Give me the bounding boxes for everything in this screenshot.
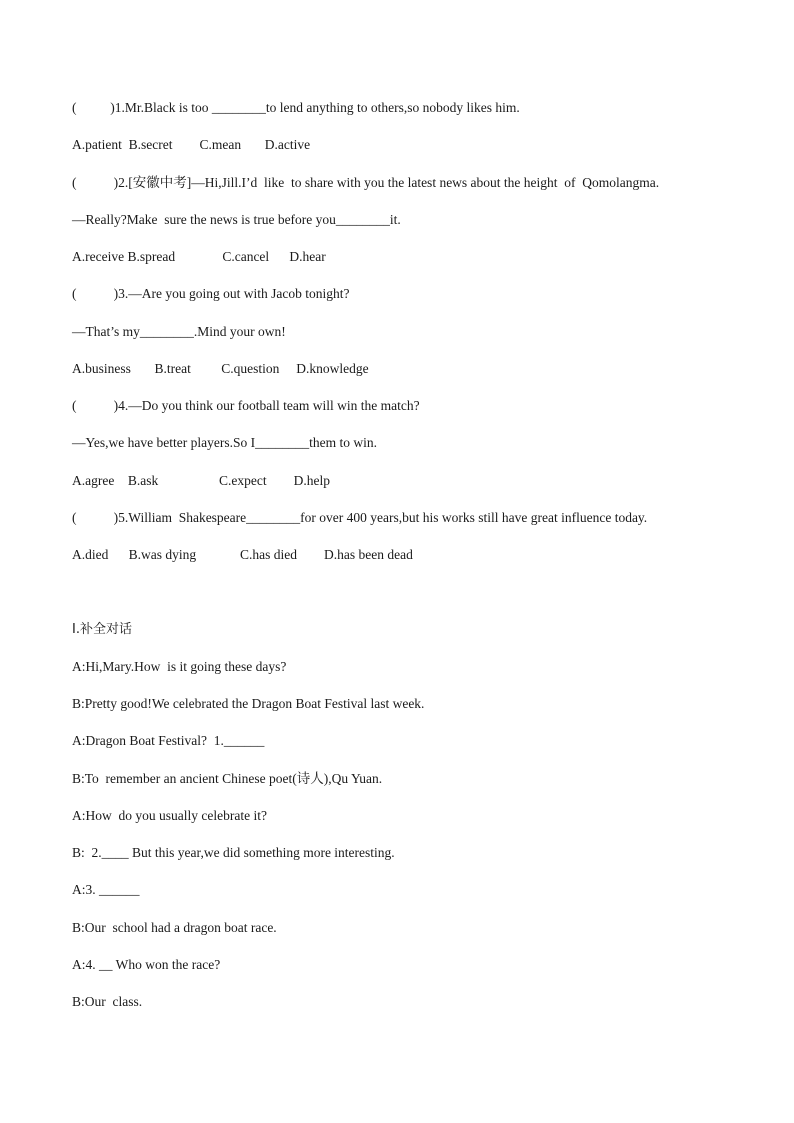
question-3-options: A.business B.treat C.question D.knowledge: [72, 361, 369, 376]
question-2-stem: ( )2.[安徽中考]—Hi,Jill.I’d like to share with you the latest news about the height of Qomolangma.: [72, 175, 660, 190]
question-2-options: A.receive B.spread C.cancel D.hear: [72, 249, 326, 264]
dialogue-line: B:To remember an ancient Chinese poet(诗人),Qu Yuan.: [72, 771, 383, 786]
dialogue-line: A:4. __ Who won the race?: [72, 957, 221, 972]
question-5-options: A.died B.was dying C.has died D.has been dead: [72, 547, 413, 562]
question-3-line2: —That’s my________.Mind your own!: [72, 324, 286, 339]
question-4-options: A.agree B.ask C.expect D.help: [72, 473, 330, 488]
dialogue-line: A:3. ______: [72, 882, 140, 897]
dialogue-line: B:Pretty good!We celebrated the Dragon Boat Festival last week.: [72, 696, 425, 711]
question-5-stem: ( )5.William Shakespeare________for over 400 years,but his works still have great influence today.: [72, 510, 648, 525]
question-1-stem: ( )1.Mr.Black is too ________to lend anything to others,so nobody likes him.: [72, 100, 520, 115]
dialogue-line: A:Hi,Mary.How is it going these days?: [72, 659, 287, 674]
question-1-options: A.patient B.secret C.mean D.active: [72, 137, 311, 152]
section-heading: Ⅰ.补全对话: [72, 622, 132, 637]
dialogue-line: A:Dragon Boat Festival? 1.______: [72, 733, 265, 748]
question-2-line2: —Really?Make sure the news is true before you________it.: [72, 212, 401, 227]
question-4-stem: ( )4.—Do you think our football team will win the match?: [72, 398, 420, 413]
dialogue-line: A:How do you usually celebrate it?: [72, 808, 267, 823]
dialogue-line: B:Our class.: [72, 994, 143, 1009]
dialogue-line: B: 2.____ But this year,we did something more interesting.: [72, 845, 395, 860]
question-3-stem: ( )3.—Are you going out with Jacob tonight?: [72, 286, 350, 301]
question-4-line2: —Yes,we have better players.So I________them to win.: [72, 435, 377, 450]
dialogue-line: B:Our school had a dragon boat race.: [72, 920, 277, 935]
